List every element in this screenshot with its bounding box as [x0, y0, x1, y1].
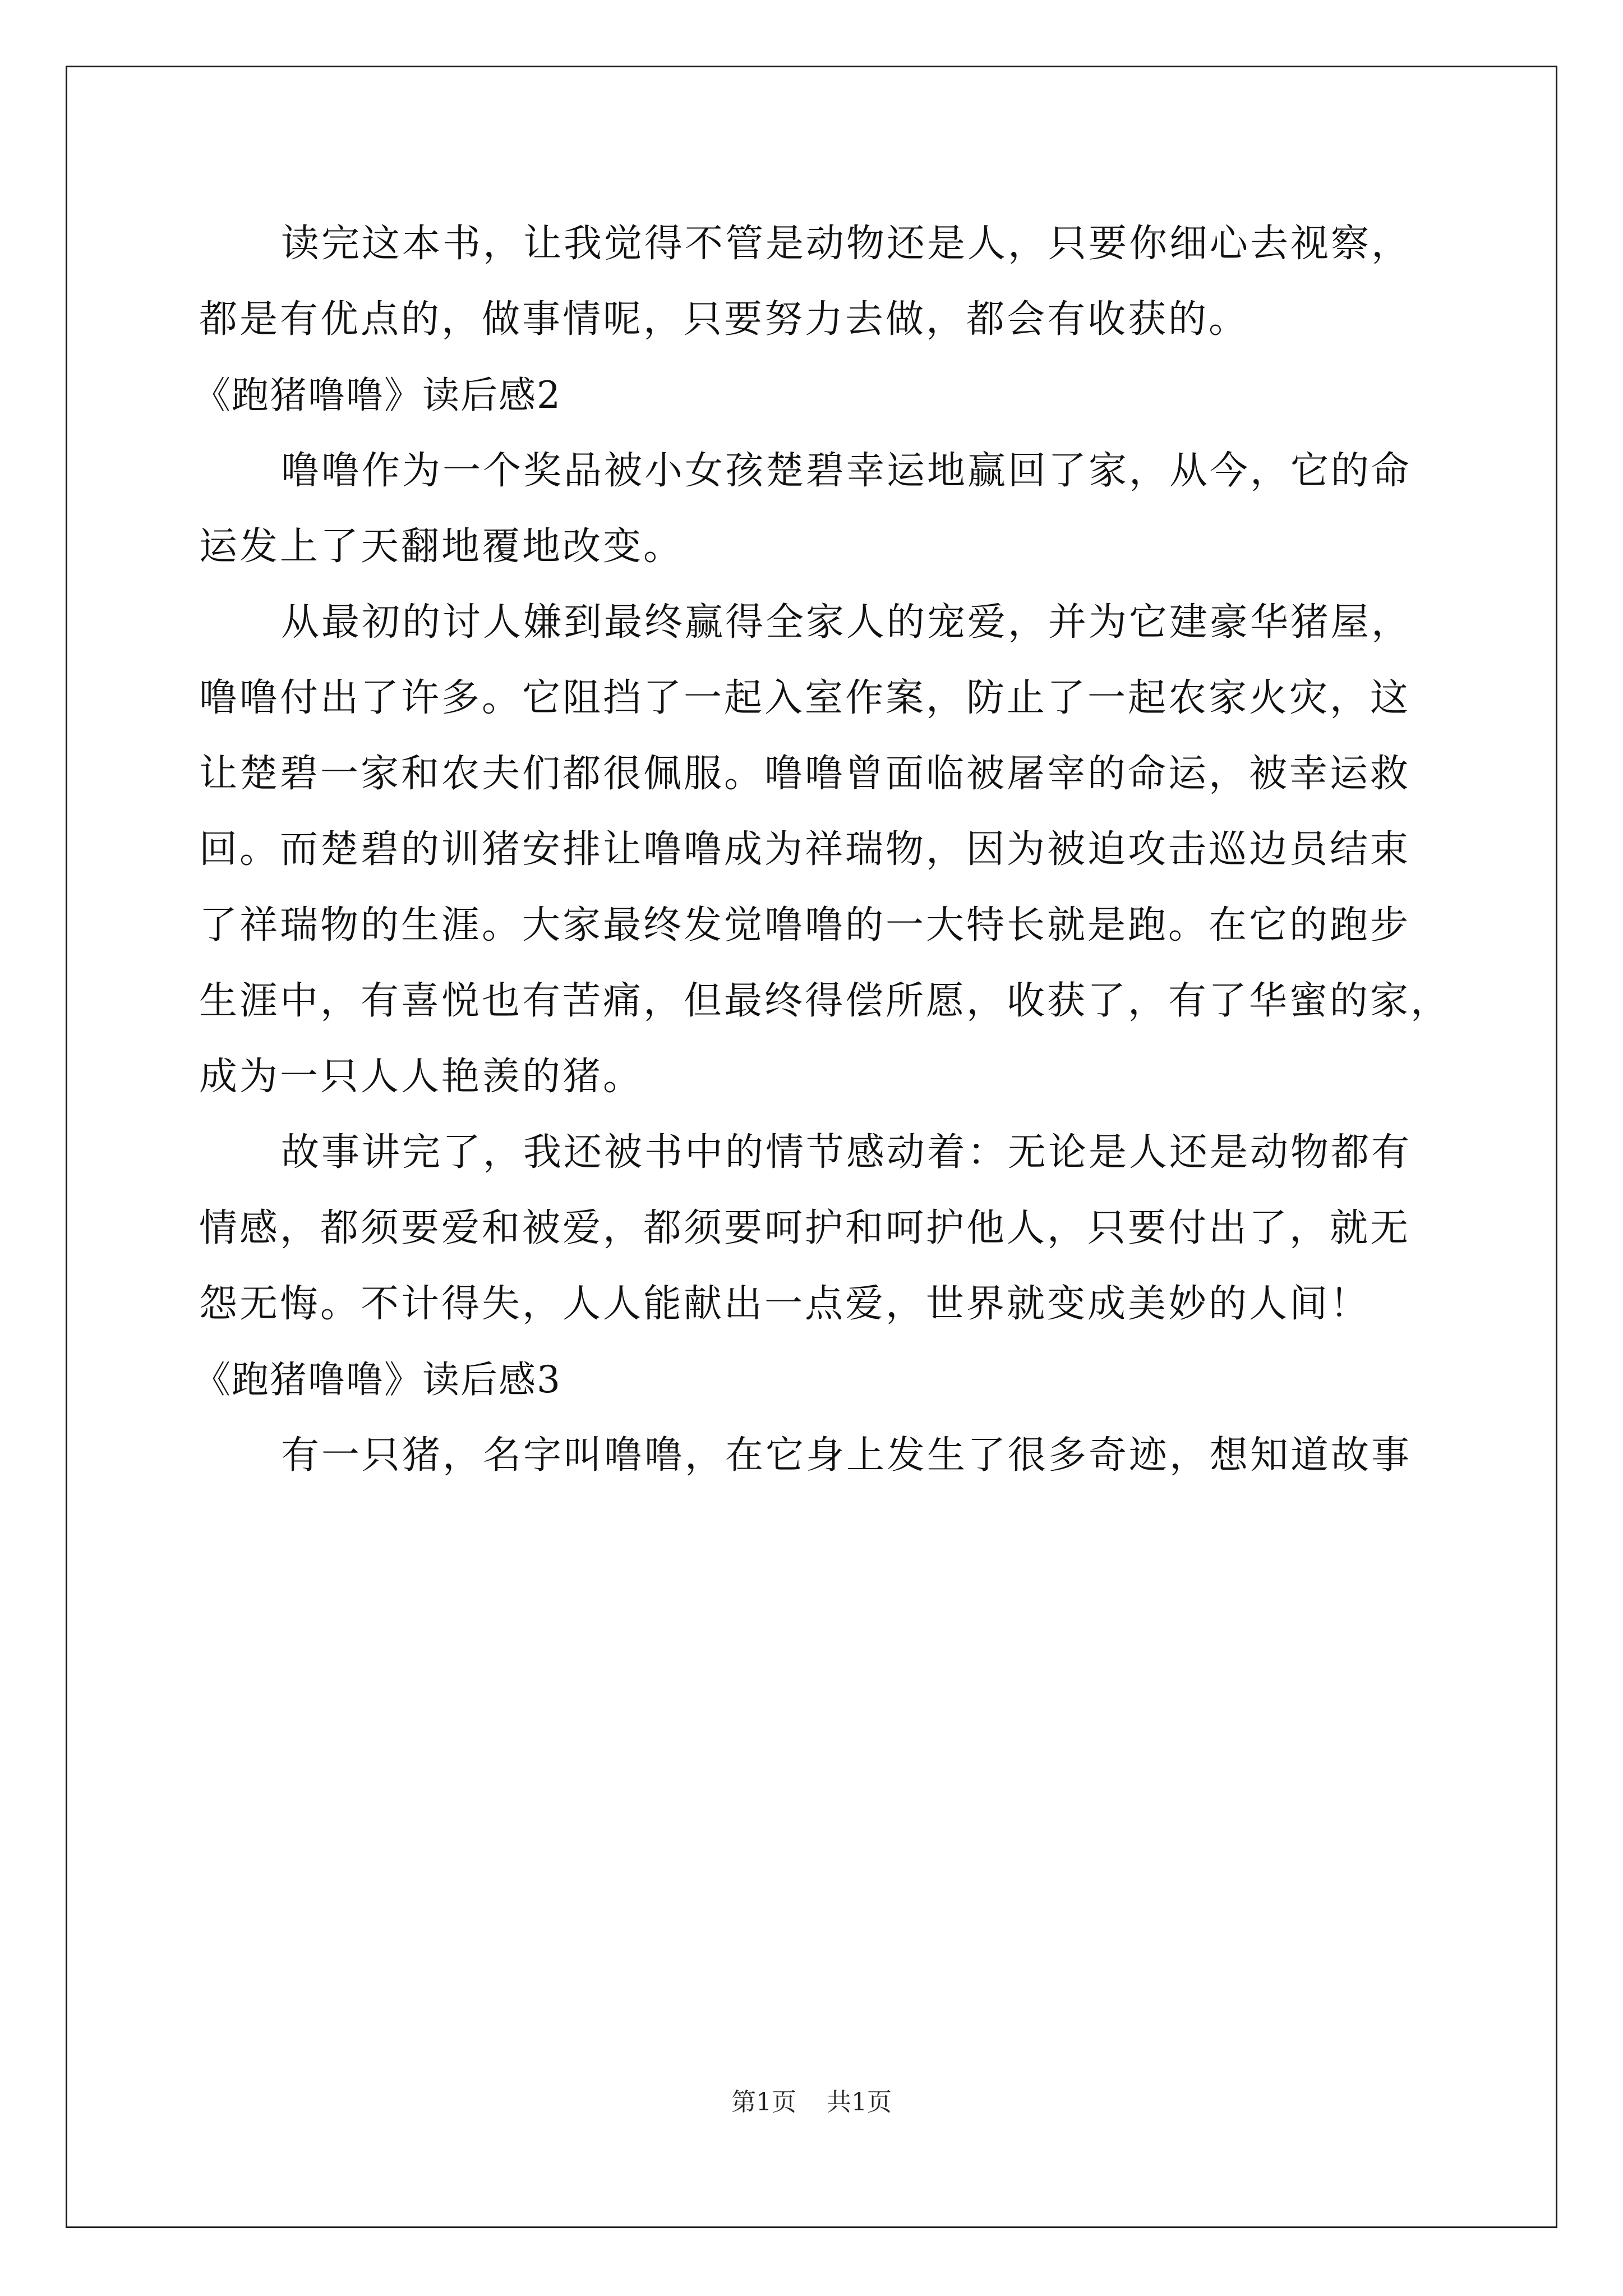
paragraph-line: 故事讲完了，我还被书中的情节感动着：无论是人还是动物都有	[281, 1130, 1412, 1175]
paragraph-line: 让楚碧一家和农夫们都很佩服。噜噜曾面临被屠宰的命运，被幸运救	[199, 752, 1411, 796]
page-number-current: 第1页	[731, 2088, 796, 2116]
paragraph-line: 噜噜作为一个奖品被小女孩楚碧幸运地赢回了家，从今，它的命	[281, 449, 1412, 493]
paragraph-line: 读完这本书，让我觉得不管是动物还是人，只要你细心去视察，	[281, 222, 1412, 266]
paragraph-line: 回。而楚碧的训猪安排让噜噜成为祥瑞物，因为被迫攻击巡边员结束	[199, 827, 1411, 872]
paragraph-line: 都是有优点的，做事情呢，只要努力去做，都会有收获的。	[199, 297, 1249, 342]
section-heading: 《跑猪噜噜》读后感3	[193, 1358, 561, 1401]
paragraph-line: 生涯中，有喜悦也有苦痛，但最终得偿所愿，收获了，有了华蜜的家，	[199, 979, 1451, 1023]
page-number-total: 共1页	[827, 2088, 892, 2116]
paragraph-line: 情感，都须要爱和被爱，都须要呵护和呵护他人，只要付出了，就无	[199, 1206, 1411, 1250]
paragraph-line: 了祥瑞物的生涯。大家最终发觉噜噜的一大特长就是跑。在它的跑步	[199, 903, 1411, 947]
paragraph-line: 怨无悔。不计得失，人人能献出一点爱，世界就变成美妙的人间！	[199, 1282, 1371, 1326]
page-footer	[0, 2087, 1623, 2118]
section-heading: 《跑猪噜噜》读后感2	[193, 374, 561, 417]
paragraph-line: 运发上了天翻地覆地改变。	[199, 524, 684, 569]
paragraph-line: 成为一只人人艳羡的猪。	[199, 1055, 644, 1099]
paragraph-line: 有一只猪，名字叫噜噜，在它身上发生了很多奇迹，想知道故事	[281, 1433, 1412, 1478]
paragraph-line: 从最初的讨人嫌到最终赢得全家人的宠爱，并为它建豪华猪屋，	[281, 600, 1412, 645]
paragraph-line: 噜噜付出了许多。它阻挡了一起入室作案，防止了一起农家火灾，这	[199, 676, 1411, 720]
